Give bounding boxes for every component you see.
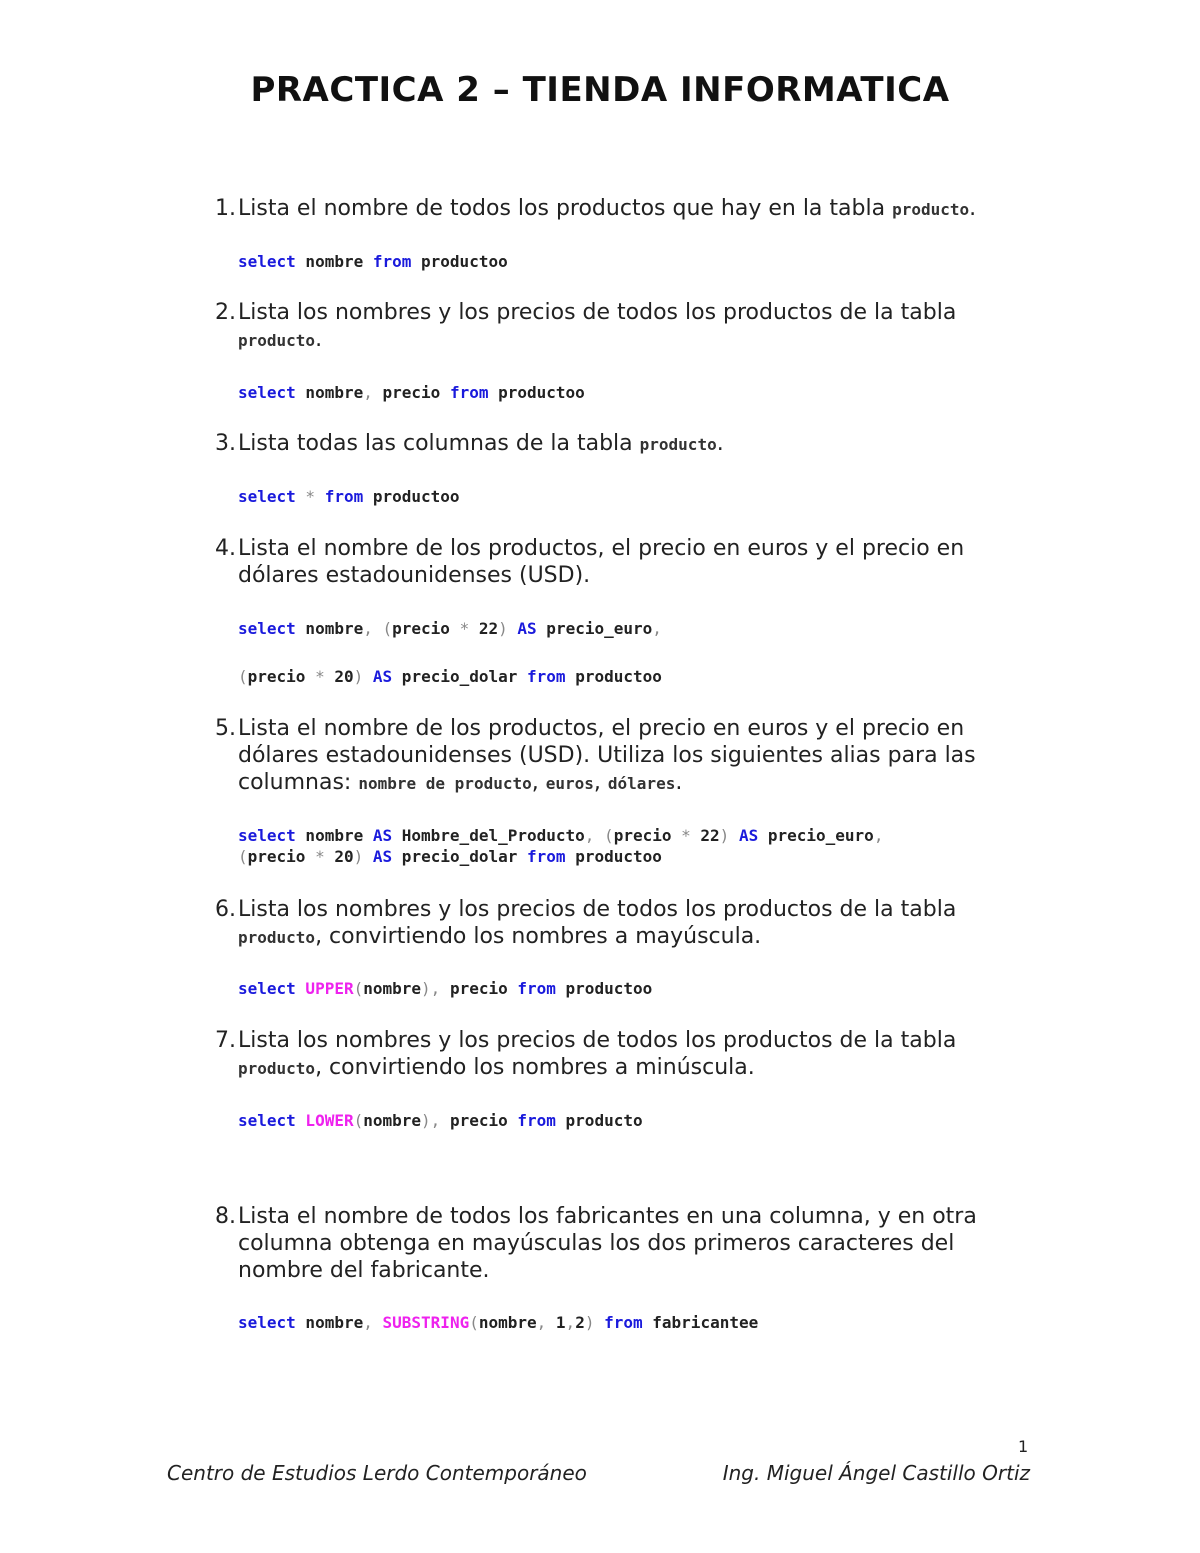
footer-author: Ing. Miguel Ángel Castillo Ortiz	[722, 1461, 1030, 1485]
sql-code-8: select nombre, SUBSTRING(nombre, 1,2) from fabricantee	[238, 1313, 759, 1332]
sql-code-1: select nombre from productoo	[238, 252, 508, 271]
sql-code-5-line-2: (precio * 20) AS precio_dolar from productoo	[238, 847, 662, 866]
sql-code-6: select UPPER(nombre), precio from productoo	[238, 979, 653, 998]
sql-code-7: select LOWER(nombre), precio from producto	[238, 1111, 643, 1130]
sql-code-4-line-1: select nombre, (precio * 22) AS precio_euro,	[238, 619, 662, 638]
footer-institution: Centro de Estudios Lerdo Contemporáneo	[167, 1461, 587, 1485]
page-title: PRACTICA 2 – TIENDA INFORMATICA	[250, 70, 950, 110]
exercise-text: Lista los nombres y los precios de todos los productos de la tabla producto, convirtiendo los nombres a mayúscula.	[238, 897, 957, 949]
exercise-number: 8.	[215, 1204, 236, 1229]
exercise-text: Lista el nombre de los productos, el precio en euros y el precio en dólares estadounidenses (USD). Utiliza los siguientes alias para las columnas: nombre de producto, euros, dólares.	[238, 716, 976, 795]
exercise-number: 7.	[215, 1028, 236, 1053]
inline-code: euros	[545, 774, 594, 793]
exercise-text: Lista el nombre de todos los fabricantes en una columna, y en otra columna obtenga en mayúsculas los dos primeros caracteres del nombre del fabricante.	[238, 1204, 977, 1283]
sql-code-5-line-1: select nombre AS Hombre_del_Producto, (precio * 22) AS precio_euro,	[238, 826, 884, 845]
inline-code: producto	[238, 1059, 316, 1078]
inline-code: producto	[892, 200, 970, 219]
exercise-number: 5.	[215, 716, 236, 741]
exercise-text: Lista los nombres y los precios de todos los productos de la tabla producto.	[238, 300, 957, 352]
exercise-text: Lista el nombre de todos los productos que hay en la tabla producto.	[238, 196, 977, 221]
exercise-number: 1.	[215, 196, 236, 221]
inline-code: nombre de producto	[358, 774, 532, 793]
exercise-text: Lista el nombre de los productos, el precio en euros y el precio en dólares estadounidenses (USD).	[238, 536, 965, 588]
exercise-number: 3.	[215, 431, 236, 456]
exercise-text: Lista los nombres y los precios de todos los productos de la tabla producto, convirtiendo los nombres a minúscula.	[238, 1028, 957, 1080]
exercise-text: Lista todas las columnas de la tabla producto.	[238, 431, 724, 456]
sql-code-3: select * from productoo	[238, 487, 460, 506]
exercise-number: 4.	[215, 536, 236, 561]
exercise-number: 2.	[215, 300, 236, 325]
page-number: 1	[1018, 1437, 1029, 1456]
inline-code: producto	[238, 928, 316, 947]
inline-code: producto	[238, 331, 316, 350]
exercise-number: 6.	[215, 897, 236, 922]
inline-code: dólares	[607, 774, 676, 793]
inline-code: producto	[639, 435, 717, 454]
sql-code-4-line-2: (precio * 20) AS precio_dolar from productoo	[238, 667, 662, 686]
sql-code-2: select nombre, precio from productoo	[238, 383, 585, 402]
